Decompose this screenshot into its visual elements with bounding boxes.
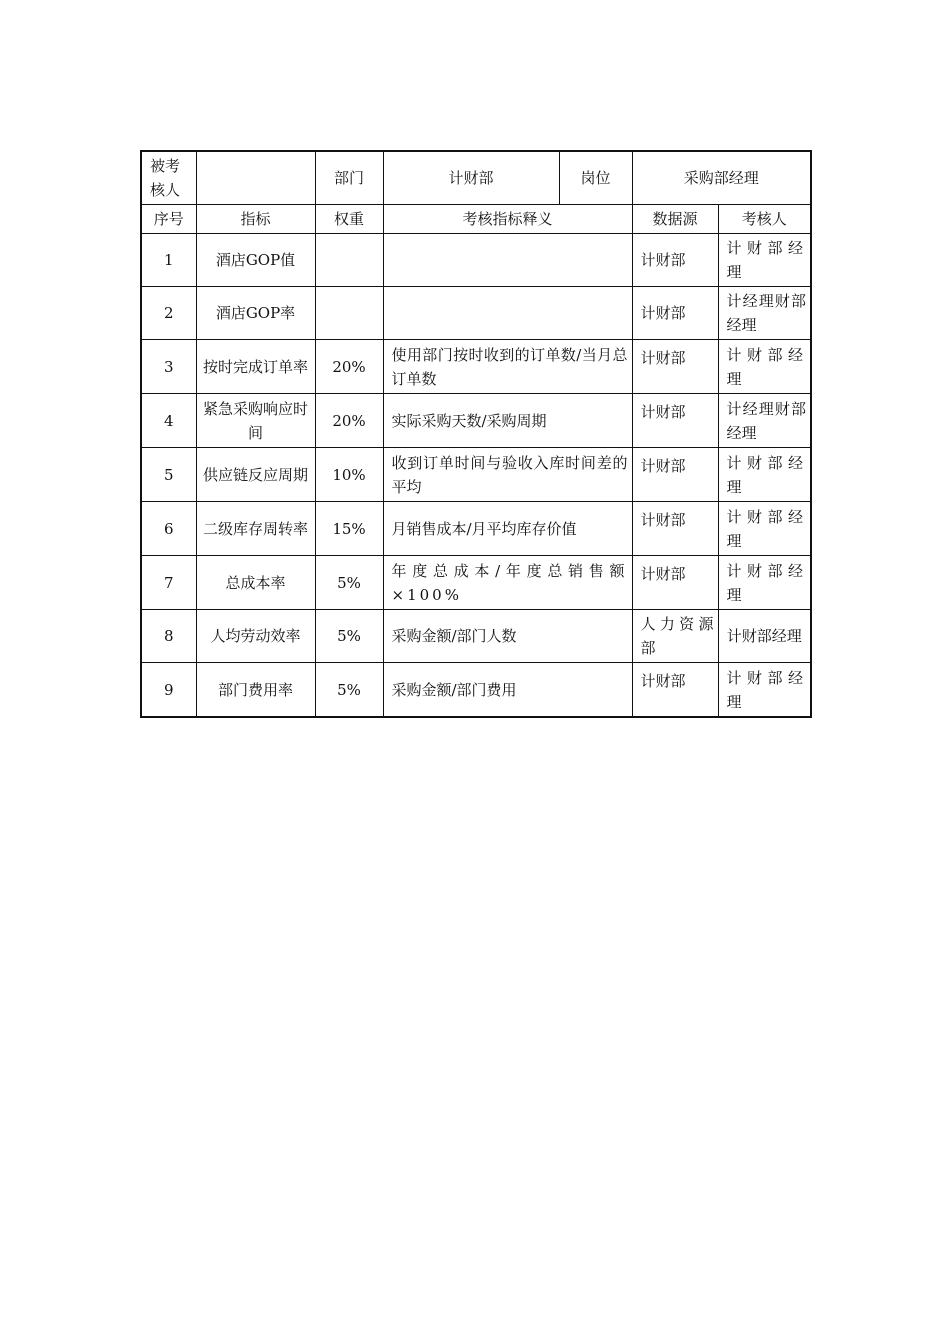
row-definition: 收到订单时间与验收入库时间差的平均 — [383, 448, 632, 502]
row-no: 4 — [141, 394, 196, 448]
table-row — [141, 287, 811, 340]
row-source: 人力资源部 — [632, 610, 718, 663]
row-assessor: 计财部经理 — [718, 234, 811, 287]
kpi-table — [140, 150, 812, 718]
row-definition — [383, 287, 632, 340]
row-no: 6 — [141, 502, 196, 556]
row-no: 3 — [141, 340, 196, 394]
position-label: 岗位 — [559, 151, 632, 205]
col-assessor: 考核人 — [718, 205, 811, 234]
table-row — [141, 340, 811, 394]
row-source: 计财部 — [632, 394, 718, 448]
row-indicator: 总成本率 — [196, 556, 315, 610]
row-no: 5 — [141, 448, 196, 502]
row-definition: 月销售成本/月平均库存价值 — [383, 502, 632, 556]
col-weight: 权重 — [315, 205, 383, 234]
col-no: 序号 — [141, 205, 196, 234]
table-row — [141, 663, 811, 718]
row-definition: 采购金额/部门费用 — [383, 663, 632, 718]
row-weight: 20% — [315, 340, 383, 394]
row-indicator: 按时完成订单率 — [196, 340, 315, 394]
row-source: 计财部 — [632, 663, 718, 718]
row-source: 计财部 — [632, 448, 718, 502]
row-indicator: 部门费用率 — [196, 663, 315, 718]
row-assessor: 计财部经理 — [718, 556, 811, 610]
row-source: 计财部 — [632, 340, 718, 394]
assessee-value — [196, 151, 315, 205]
row-definition: 使用部门按时收到的订单数/当月总订单数 — [383, 340, 632, 394]
header-row — [141, 151, 811, 205]
col-indicator: 指标 — [196, 205, 315, 234]
table-row — [141, 448, 811, 502]
position-value: 采购部经理 — [632, 151, 811, 205]
table-row — [141, 610, 811, 663]
row-weight: 20% — [315, 394, 383, 448]
row-indicator: 紧急采购响应时间 — [196, 394, 315, 448]
row-weight: 15% — [315, 502, 383, 556]
row-weight — [315, 234, 383, 287]
table-row — [141, 394, 811, 448]
row-assessor: 计财部经理 — [718, 610, 811, 663]
row-no: 9 — [141, 663, 196, 718]
kpi-sheet — [140, 150, 810, 718]
row-source: 计财部 — [632, 556, 718, 610]
row-source: 计财部 — [632, 234, 718, 287]
row-weight: 5% — [315, 610, 383, 663]
row-no: 8 — [141, 610, 196, 663]
row-definition — [383, 234, 632, 287]
row-assessor: 计经理财部经理 — [718, 287, 811, 340]
column-header-row — [141, 205, 811, 234]
row-assessor: 计财部经理 — [718, 448, 811, 502]
row-definition: 实际采购天数/采购周期 — [383, 394, 632, 448]
col-source: 数据源 — [632, 205, 718, 234]
row-definition: 年度总成本/年度总销售额×100% — [383, 556, 632, 610]
row-source: 计财部 — [632, 287, 718, 340]
row-assessor: 计财部经理 — [718, 502, 811, 556]
row-weight: 5% — [315, 556, 383, 610]
row-no: 2 — [141, 287, 196, 340]
row-assessor: 计经理财部经理 — [718, 394, 811, 448]
row-no: 1 — [141, 234, 196, 287]
row-assessor: 计财部经理 — [718, 663, 811, 718]
table-row — [141, 234, 811, 287]
row-weight: 10% — [315, 448, 383, 502]
row-weight — [315, 287, 383, 340]
dept-value: 计财部 — [383, 151, 559, 205]
row-indicator: 二级库存周转率 — [196, 502, 315, 556]
dept-label: 部门 — [315, 151, 383, 205]
assessee-label: 被考核人 — [141, 151, 196, 205]
table-row — [141, 556, 811, 610]
row-assessor: 计财部经理 — [718, 340, 811, 394]
col-definition: 考核指标释义 — [383, 205, 632, 234]
row-source: 计财部 — [632, 502, 718, 556]
row-indicator: 人均劳动效率 — [196, 610, 315, 663]
row-indicator: 酒店GOP值 — [196, 234, 315, 287]
row-definition: 采购金额/部门人数 — [383, 610, 632, 663]
row-weight: 5% — [315, 663, 383, 718]
row-indicator: 供应链反应周期 — [196, 448, 315, 502]
row-indicator: 酒店GOP率 — [196, 287, 315, 340]
table-row — [141, 502, 811, 556]
row-no: 7 — [141, 556, 196, 610]
